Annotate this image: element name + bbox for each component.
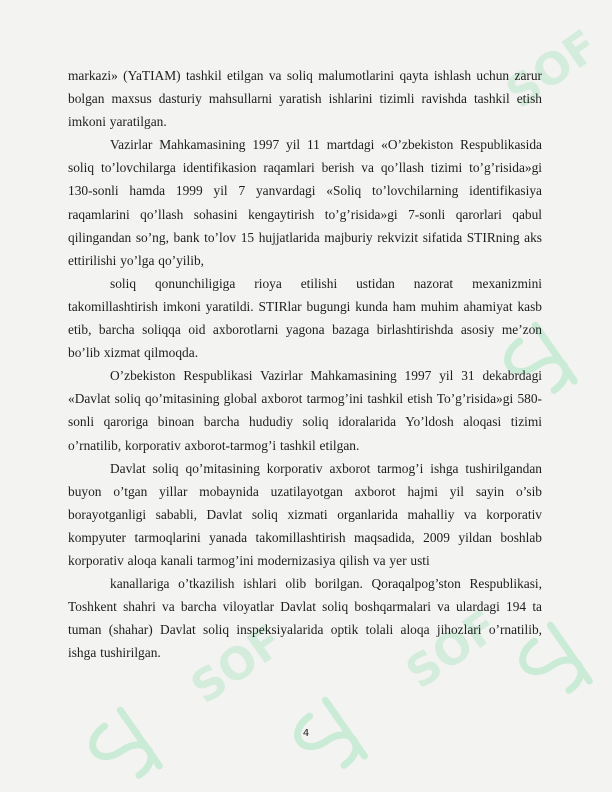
paragraph: markazi» (YaTIAM) tashkil etilgan va soliq malumotlarini qayta ishlash uchun zarur bolgan maxsus dasturiy mahsullarni yaratish ishlarini tizimli ravishda tashkil etish imkoni yaratilgan. <box>68 68 542 130</box>
watermark-logo-icon <box>289 700 365 782</box>
page-number: 4 <box>302 728 310 739</box>
paragraph: Vazirlar Mahkamasining 1997 yil 11 martdagi «O’zbekiston Respublikasida soliq to’lovchilarga identifikasion raqamlari berish va qo’llash tizimi to’g’risida»gi 130-sonli hamda 1999 yil 7 yanvardagi «Soliq to’lovchilarning identifikasiya raqamlarini qo’llash sohasini kengaytirish to’g’risida»gi 7-sonli qarorlari qabul qilingandan so’ng, bank to’lov 15 hujjatlarida majburiy rekvizit sifatida STIRning aks ettirilishi yo’lga qo’yilib, <box>68 137 542 268</box>
paragraph: Davlat soliq qo’mitasining korporativ axborot tarmog’i ishga tushirilgandan buyon o’tgan yillar mobaynida uzatilayotgan axborot hajmi yil sayin o’sib borayotganligi sababli, Davlat soliq xizmati organlarida mahalliy va korporativ kompyuter tarmoqlarini yanada takomillashtirish maqsadida, 2009 yildan boshlab korporativ aloqa kanali tarmog’ini modernizasiya qilish va yer usti <box>68 460 542 568</box>
paragraph: kanallariga o’tkazilish ishlari olib borilgan. Qoraqalpog’ston Respublikasi, Toshkent shahri va barcha viloyatlar Davlat soliq boshqarmalari va ulardagi 194 ta tuman (shahar) Davlat soliq inspeksiyalarida optik tolali aloqa jihozlari o’rnatilib, ishga tushirilgan. <box>68 576 542 661</box>
watermark-text: SOF <box>397 600 508 700</box>
watermark-text: SOF <box>497 20 608 120</box>
paragraph: soliq qonunchiligiga rioya etilishi ustidan nazorat mexanizmini takomillashtirish imkoni yaratildi. STIRlar bugungi kunda ham muhim ahamiyat kasb etib, barcha soliqqa oid axborotlarni yagona bazaga birlashtirishda asosiy me’zon bo’lib xizmat qilmoqda. <box>68 275 542 361</box>
watermark-text: SOF <box>182 615 293 715</box>
paragraph: O’zbekiston Respublikasi Vazirlar Mahkamasining 1997 yil 31 dekabrdagi «Davlat soliq qo’mitasining global axborot tarmog’ini tashkil etish To’g’risida»gi 580-sonli qaroriga binoan barcha hududiy soliq idoralarida Yo’ldosh aloqasi tizimi o’rnatilib, korporativ axborot-tarmog’i tashkil etilgan. <box>68 368 542 453</box>
document-body <box>68 64 542 664</box>
watermark-logo-icon <box>84 710 160 792</box>
